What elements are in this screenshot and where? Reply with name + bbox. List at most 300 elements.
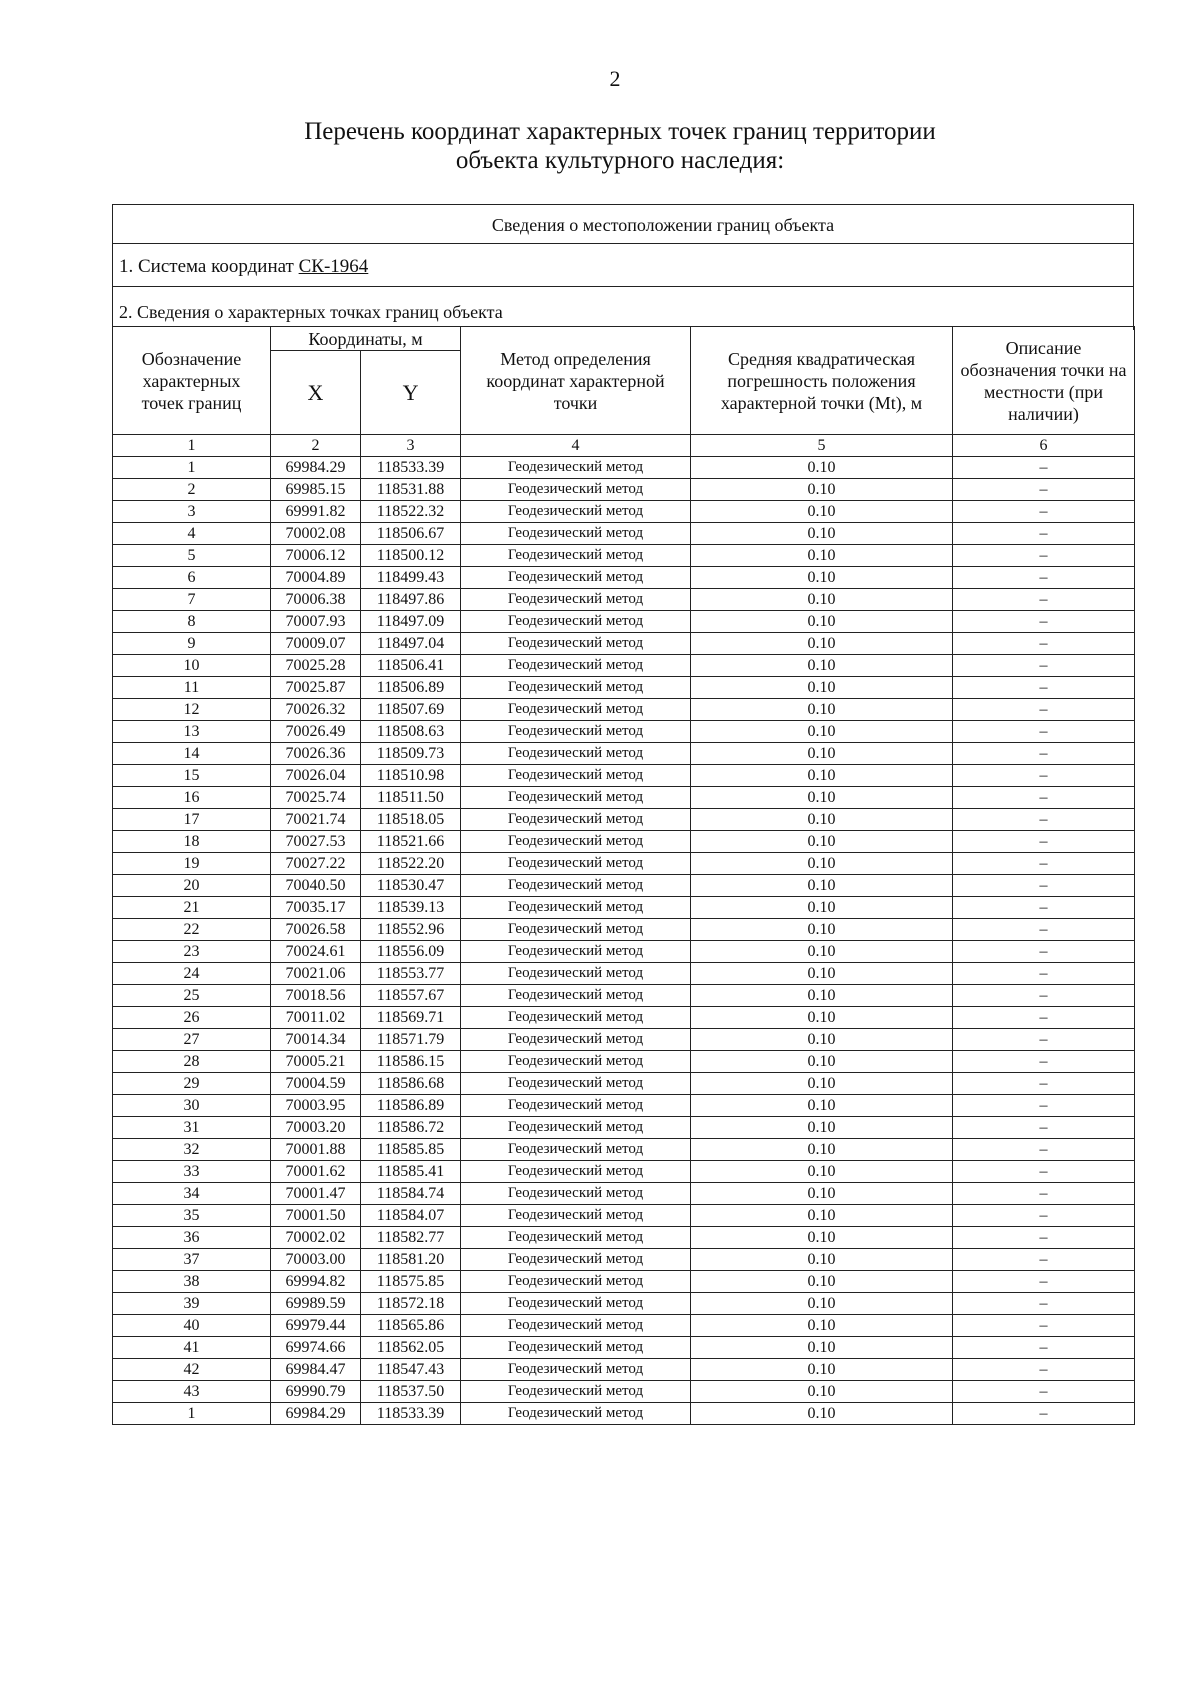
- cell-coord-y: 118508.63: [361, 721, 461, 743]
- cell-coord-x: 69991.82: [271, 501, 361, 523]
- cell-point-number: 5: [113, 545, 271, 567]
- cell-description: –: [953, 1139, 1135, 1161]
- cell-method: Геодезический метод: [461, 1007, 691, 1029]
- cell-description: –: [953, 1117, 1135, 1139]
- cell-description: –: [953, 1161, 1135, 1183]
- cell-description: –: [953, 1315, 1135, 1337]
- cell-mean-error: 0.10: [691, 765, 953, 787]
- cell-description: –: [953, 545, 1135, 567]
- cell-mean-error: 0.10: [691, 1227, 953, 1249]
- cell-description: –: [953, 1403, 1135, 1425]
- cell-method: Геодезический метод: [461, 1315, 691, 1337]
- cell-point-number: 15: [113, 765, 271, 787]
- cell-coord-y: 118582.77: [361, 1227, 461, 1249]
- cell-coord-x: 70026.04: [271, 765, 361, 787]
- cell-description: –: [953, 1271, 1135, 1293]
- cell-description: –: [953, 875, 1135, 897]
- cell-coord-y: 118506.89: [361, 677, 461, 699]
- cell-point-number: 22: [113, 919, 271, 941]
- cell-coord-y: 118539.13: [361, 897, 461, 919]
- cell-coord-y: 118565.86: [361, 1315, 461, 1337]
- cell-coord-x: 70014.34: [271, 1029, 361, 1051]
- cell-mean-error: 0.10: [691, 1095, 953, 1117]
- cell-method: Геодезический метод: [461, 809, 691, 831]
- cell-point-number: 39: [113, 1293, 271, 1315]
- table-row: [113, 589, 1135, 611]
- cell-method: Геодезический метод: [461, 1117, 691, 1139]
- table-row: [113, 1161, 1135, 1183]
- cell-point-number: 32: [113, 1139, 271, 1161]
- cell-mean-error: 0.10: [691, 655, 953, 677]
- table-row: [113, 765, 1135, 787]
- cell-description: –: [953, 1029, 1135, 1051]
- cell-point-number: 26: [113, 1007, 271, 1029]
- cell-coord-y: 118586.72: [361, 1117, 461, 1139]
- table-row: [113, 985, 1135, 1007]
- cell-description: –: [953, 677, 1135, 699]
- cell-point-number: 38: [113, 1271, 271, 1293]
- cell-point-number: 14: [113, 743, 271, 765]
- cell-description: –: [953, 787, 1135, 809]
- table-row: [113, 1183, 1135, 1205]
- cell-coord-x: 70005.21: [271, 1051, 361, 1073]
- cell-coord-x: 70002.02: [271, 1227, 361, 1249]
- cell-description: –: [953, 1183, 1135, 1205]
- cell-point-number: 13: [113, 721, 271, 743]
- cell-description: –: [953, 1073, 1135, 1095]
- cell-point-number: 30: [113, 1095, 271, 1117]
- cell-point-number: 41: [113, 1337, 271, 1359]
- cell-coord-x: 70001.50: [271, 1205, 361, 1227]
- cell-point-number: 8: [113, 611, 271, 633]
- cell-coord-y: 118522.20: [361, 853, 461, 875]
- cell-coord-x: 69990.79: [271, 1381, 361, 1403]
- cell-mean-error: 0.10: [691, 1183, 953, 1205]
- cell-point-number: 11: [113, 677, 271, 699]
- cell-method: Геодезический метод: [461, 743, 691, 765]
- cell-coord-x: 70026.32: [271, 699, 361, 721]
- cell-mean-error: 0.10: [691, 853, 953, 875]
- table-row: [113, 919, 1135, 941]
- cell-coord-y: 118510.98: [361, 765, 461, 787]
- cell-description: –: [953, 985, 1135, 1007]
- cell-coord-y: 118497.09: [361, 611, 461, 633]
- cell-description: –: [953, 765, 1135, 787]
- table-row: [113, 743, 1135, 765]
- coordinates-table: [112, 326, 1135, 1425]
- cell-method: Геодезический метод: [461, 1249, 691, 1271]
- cell-description: –: [953, 1205, 1135, 1227]
- cell-point-number: 40: [113, 1315, 271, 1337]
- coordinate-system-line: [113, 244, 1133, 287]
- cell-description: –: [953, 1381, 1135, 1403]
- table-row: [113, 1205, 1135, 1227]
- cell-mean-error: 0.10: [691, 677, 953, 699]
- cell-coord-x: 70007.93: [271, 611, 361, 633]
- table-row: [113, 1381, 1135, 1403]
- cell-coord-x: 70024.61: [271, 941, 361, 963]
- cell-coord-x: 70026.36: [271, 743, 361, 765]
- cell-coord-y: 118552.96: [361, 919, 461, 941]
- cell-coord-x: 70021.06: [271, 963, 361, 985]
- table-row: [113, 523, 1135, 545]
- cell-mean-error: 0.10: [691, 919, 953, 941]
- table-row: [113, 1359, 1135, 1381]
- cell-description: –: [953, 567, 1135, 589]
- table-row: [113, 897, 1135, 919]
- cell-mean-error: 0.10: [691, 1249, 953, 1271]
- table-row: [113, 1337, 1135, 1359]
- cell-method: Геодезический метод: [461, 1073, 691, 1095]
- table-row: [113, 787, 1135, 809]
- header-description: Описание обозначения точки на местности (при наличии): [953, 327, 1135, 435]
- cell-coord-y: 118499.43: [361, 567, 461, 589]
- cell-point-number: 17: [113, 809, 271, 831]
- cell-point-number: 4: [113, 523, 271, 545]
- table-row: [113, 1117, 1135, 1139]
- cell-coord-y: 118537.50: [361, 1381, 461, 1403]
- cell-description: –: [953, 743, 1135, 765]
- cell-point-number: 43: [113, 1381, 271, 1403]
- cell-coord-x: 70001.47: [271, 1183, 361, 1205]
- cell-mean-error: 0.10: [691, 875, 953, 897]
- cell-coord-y: 118586.89: [361, 1095, 461, 1117]
- table-row: [113, 721, 1135, 743]
- cell-point-number: 33: [113, 1161, 271, 1183]
- cell-point-number: 18: [113, 831, 271, 853]
- cell-point-number: 34: [113, 1183, 271, 1205]
- cell-description: –: [953, 1007, 1135, 1029]
- cell-coord-x: 70025.74: [271, 787, 361, 809]
- cell-point-number: 29: [113, 1073, 271, 1095]
- cell-method: Геодезический метод: [461, 721, 691, 743]
- table-row: [113, 479, 1135, 501]
- cell-coord-y: 118571.79: [361, 1029, 461, 1051]
- cell-description: –: [953, 457, 1135, 479]
- cell-point-number: 20: [113, 875, 271, 897]
- table-row: [113, 567, 1135, 589]
- cell-point-number: 1: [113, 1403, 271, 1425]
- table-row: [113, 853, 1135, 875]
- cell-coord-y: 118530.47: [361, 875, 461, 897]
- cell-point-number: 25: [113, 985, 271, 1007]
- cell-method: Геодезический метод: [461, 1337, 691, 1359]
- cell-description: –: [953, 479, 1135, 501]
- cell-mean-error: 0.10: [691, 721, 953, 743]
- cell-coord-x: 70027.22: [271, 853, 361, 875]
- column-number: 4: [461, 435, 691, 457]
- cell-point-number: 23: [113, 941, 271, 963]
- cell-point-number: 9: [113, 633, 271, 655]
- table-row: [113, 1051, 1135, 1073]
- cell-coord-x: 70003.95: [271, 1095, 361, 1117]
- cell-mean-error: 0.10: [691, 1271, 953, 1293]
- cell-coord-x: 70004.89: [271, 567, 361, 589]
- column-number: 3: [361, 435, 461, 457]
- cell-coord-x: 70002.08: [271, 523, 361, 545]
- cell-coord-x: 70035.17: [271, 897, 361, 919]
- cell-coord-x: 70026.58: [271, 919, 361, 941]
- title-line-2: объекта культурного наследия:: [455, 147, 785, 174]
- cell-method: Геодезический метод: [461, 1029, 691, 1051]
- cell-description: –: [953, 721, 1135, 743]
- cell-mean-error: 0.10: [691, 743, 953, 765]
- cell-method: Геодезический метод: [461, 831, 691, 853]
- cell-method: Геодезический метод: [461, 897, 691, 919]
- cell-mean-error: 0.10: [691, 897, 953, 919]
- section-header: Сведения о местоположении границ объекта: [113, 205, 1133, 244]
- header-x: X: [271, 351, 361, 435]
- table-row: [113, 1227, 1135, 1249]
- cell-coord-x: 70011.02: [271, 1007, 361, 1029]
- cell-description: –: [953, 699, 1135, 721]
- cell-method: Геодезический метод: [461, 479, 691, 501]
- cell-coord-x: 70021.74: [271, 809, 361, 831]
- table-row: [113, 699, 1135, 721]
- cell-method: Геодезический метод: [461, 963, 691, 985]
- cell-method: Геодезический метод: [461, 941, 691, 963]
- cell-method: Геодезический метод: [461, 1183, 691, 1205]
- cell-method: Геодезический метод: [461, 1227, 691, 1249]
- cell-coord-y: 118521.66: [361, 831, 461, 853]
- cell-point-number: 2: [113, 479, 271, 501]
- header-method: Метод определения координат характерной точки: [461, 327, 691, 435]
- cell-mean-error: 0.10: [691, 985, 953, 1007]
- cell-mean-error: 0.10: [691, 1073, 953, 1095]
- cell-coord-y: 118586.15: [361, 1051, 461, 1073]
- cell-method: Геодезический метод: [461, 1161, 691, 1183]
- cell-method: Геодезический метод: [461, 1293, 691, 1315]
- cell-coord-y: 118518.05: [361, 809, 461, 831]
- table-row: [113, 1271, 1135, 1293]
- cell-coord-x: 70001.62: [271, 1161, 361, 1183]
- header-coordinates: Координаты, м: [271, 327, 461, 351]
- cell-description: –: [953, 1227, 1135, 1249]
- cell-description: –: [953, 809, 1135, 831]
- cell-coord-y: 118585.85: [361, 1139, 461, 1161]
- cell-coord-y: 118556.09: [361, 941, 461, 963]
- cell-coord-y: 118575.85: [361, 1271, 461, 1293]
- coordinate-system-name: СК-1964: [298, 256, 369, 277]
- cell-method: Геодезический метод: [461, 1051, 691, 1073]
- cell-mean-error: 0.10: [691, 787, 953, 809]
- cell-coord-y: 118585.41: [361, 1161, 461, 1183]
- cell-method: Геодезический метод: [461, 1359, 691, 1381]
- column-numbers-row: [113, 435, 1135, 457]
- cell-coord-x: 69984.47: [271, 1359, 361, 1381]
- cell-method: Геодезический метод: [461, 875, 691, 897]
- cell-coord-y: 118586.68: [361, 1073, 461, 1095]
- coordinate-system-label: 1. Система координат: [119, 256, 299, 277]
- cell-method: Геодезический метод: [461, 1205, 691, 1227]
- cell-mean-error: 0.10: [691, 545, 953, 567]
- cell-mean-error: 0.10: [691, 1403, 953, 1425]
- cell-coord-x: 70006.38: [271, 589, 361, 611]
- cell-description: –: [953, 1249, 1135, 1271]
- cell-coord-y: 118569.71: [361, 1007, 461, 1029]
- cell-coord-x: 69994.82: [271, 1271, 361, 1293]
- header-error: Средняя квадратическая погрешность положения характерной точки (Mt), м: [691, 327, 953, 435]
- cell-method: Геодезический метод: [461, 1403, 691, 1425]
- cell-description: –: [953, 633, 1135, 655]
- cell-coord-y: 118522.32: [361, 501, 461, 523]
- cell-mean-error: 0.10: [691, 809, 953, 831]
- cell-description: –: [953, 501, 1135, 523]
- cell-description: –: [953, 611, 1135, 633]
- cell-method: Геодезический метод: [461, 919, 691, 941]
- cell-mean-error: 0.10: [691, 1293, 953, 1315]
- cell-mean-error: 0.10: [691, 457, 953, 479]
- cell-coord-y: 118557.67: [361, 985, 461, 1007]
- cell-coord-y: 118497.86: [361, 589, 461, 611]
- cell-description: –: [953, 963, 1135, 985]
- cell-coord-y: 118500.12: [361, 545, 461, 567]
- cell-point-number: 7: [113, 589, 271, 611]
- cell-mean-error: 0.10: [691, 831, 953, 853]
- title-line-1: Перечень координат характерных точек границ территории: [304, 118, 936, 145]
- header-designation: Обозначение характерных точек границ: [113, 327, 271, 435]
- cell-mean-error: 0.10: [691, 1139, 953, 1161]
- table-row: [113, 1095, 1135, 1117]
- table-row: [113, 677, 1135, 699]
- cell-mean-error: 0.10: [691, 1161, 953, 1183]
- cell-method: Геодезический метод: [461, 523, 691, 545]
- table-row: [113, 1139, 1135, 1161]
- cell-coord-y: 118553.77: [361, 963, 461, 985]
- cell-coord-x: 69989.59: [271, 1293, 361, 1315]
- cell-description: –: [953, 523, 1135, 545]
- cell-coord-x: 70025.28: [271, 655, 361, 677]
- cell-point-number: 28: [113, 1051, 271, 1073]
- cell-mean-error: 0.10: [691, 1359, 953, 1381]
- cell-mean-error: 0.10: [691, 1117, 953, 1139]
- table-row: [113, 611, 1135, 633]
- cell-description: –: [953, 897, 1135, 919]
- cell-description: –: [953, 655, 1135, 677]
- cell-method: Геодезический метод: [461, 633, 691, 655]
- column-number: 2: [271, 435, 361, 457]
- cell-mean-error: 0.10: [691, 1337, 953, 1359]
- cell-coord-y: 118581.20: [361, 1249, 461, 1271]
- cell-point-number: 27: [113, 1029, 271, 1051]
- cell-coord-x: 70027.53: [271, 831, 361, 853]
- cell-coord-y: 118509.73: [361, 743, 461, 765]
- points-header: 2. Сведения о характерных точках границ объекта: [119, 302, 503, 322]
- cell-mean-error: 0.10: [691, 633, 953, 655]
- cell-description: –: [953, 831, 1135, 853]
- cell-method: Геодезический метод: [461, 1381, 691, 1403]
- cell-description: –: [953, 1051, 1135, 1073]
- cell-mean-error: 0.10: [691, 1029, 953, 1051]
- table-row: [113, 875, 1135, 897]
- cell-description: –: [953, 941, 1135, 963]
- cell-mean-error: 0.10: [691, 589, 953, 611]
- cell-description: –: [953, 919, 1135, 941]
- cell-point-number: 21: [113, 897, 271, 919]
- cell-method: Геодезический метод: [461, 589, 691, 611]
- cell-method: Геодезический метод: [461, 1095, 691, 1117]
- cell-mean-error: 0.10: [691, 523, 953, 545]
- cell-method: Геодезический метод: [461, 985, 691, 1007]
- table-row: [113, 1029, 1135, 1051]
- table-row: [113, 1403, 1135, 1425]
- cell-coord-x: 70006.12: [271, 545, 361, 567]
- cell-method: Геодезический метод: [461, 501, 691, 523]
- cell-description: –: [953, 1359, 1135, 1381]
- cell-description: –: [953, 1293, 1135, 1315]
- cell-method: Геодезический метод: [461, 611, 691, 633]
- table-row: [113, 545, 1135, 567]
- cell-description: –: [953, 589, 1135, 611]
- cell-mean-error: 0.10: [691, 1381, 953, 1403]
- table-row: [113, 1073, 1135, 1095]
- cell-coord-x: 69979.44: [271, 1315, 361, 1337]
- cell-coord-x: 69974.66: [271, 1337, 361, 1359]
- cell-point-number: 36: [113, 1227, 271, 1249]
- table-row: [113, 501, 1135, 523]
- cell-method: Геодезический метод: [461, 765, 691, 787]
- cell-mean-error: 0.10: [691, 501, 953, 523]
- cell-coord-y: 118507.69: [361, 699, 461, 721]
- cell-coord-x: 70009.07: [271, 633, 361, 655]
- cell-coord-x: 70001.88: [271, 1139, 361, 1161]
- page-number: 2: [609, 66, 621, 91]
- cell-point-number: 31: [113, 1117, 271, 1139]
- table-row: [113, 633, 1135, 655]
- cell-method: Геодезический метод: [461, 787, 691, 809]
- cell-mean-error: 0.10: [691, 1315, 953, 1337]
- document-title: [0, 117, 1200, 175]
- cell-point-number: 37: [113, 1249, 271, 1271]
- cell-method: Геодезический метод: [461, 457, 691, 479]
- cell-point-number: 12: [113, 699, 271, 721]
- cell-point-number: 19: [113, 853, 271, 875]
- table-row: [113, 1249, 1135, 1271]
- cell-coord-y: 118572.18: [361, 1293, 461, 1315]
- cell-coord-x: 70003.00: [271, 1249, 361, 1271]
- table-row: [113, 655, 1135, 677]
- cell-coord-x: 69984.29: [271, 1403, 361, 1425]
- cell-mean-error: 0.10: [691, 1205, 953, 1227]
- cell-coord-x: 70004.59: [271, 1073, 361, 1095]
- column-number: 1: [113, 435, 271, 457]
- cell-method: Геодезический метод: [461, 853, 691, 875]
- cell-description: –: [953, 1095, 1135, 1117]
- cell-point-number: 10: [113, 655, 271, 677]
- cell-description: –: [953, 1337, 1135, 1359]
- cell-coord-y: 118584.74: [361, 1183, 461, 1205]
- cell-method: Геодезический метод: [461, 699, 691, 721]
- table-row: [113, 1315, 1135, 1337]
- cell-mean-error: 0.10: [691, 699, 953, 721]
- cell-coord-x: 69984.29: [271, 457, 361, 479]
- cell-method: Геодезический метод: [461, 545, 691, 567]
- cell-method: Геодезический метод: [461, 677, 691, 699]
- cell-method: Геодезический метод: [461, 567, 691, 589]
- cell-coord-x: 70003.20: [271, 1117, 361, 1139]
- boundary-info-section: [112, 204, 1134, 330]
- cell-point-number: 35: [113, 1205, 271, 1227]
- cell-point-number: 24: [113, 963, 271, 985]
- cell-mean-error: 0.10: [691, 1007, 953, 1029]
- cell-coord-x: 70040.50: [271, 875, 361, 897]
- cell-mean-error: 0.10: [691, 941, 953, 963]
- cell-mean-error: 0.10: [691, 567, 953, 589]
- cell-coord-y: 118506.41: [361, 655, 461, 677]
- cell-mean-error: 0.10: [691, 479, 953, 501]
- cell-mean-error: 0.10: [691, 963, 953, 985]
- cell-point-number: 3: [113, 501, 271, 523]
